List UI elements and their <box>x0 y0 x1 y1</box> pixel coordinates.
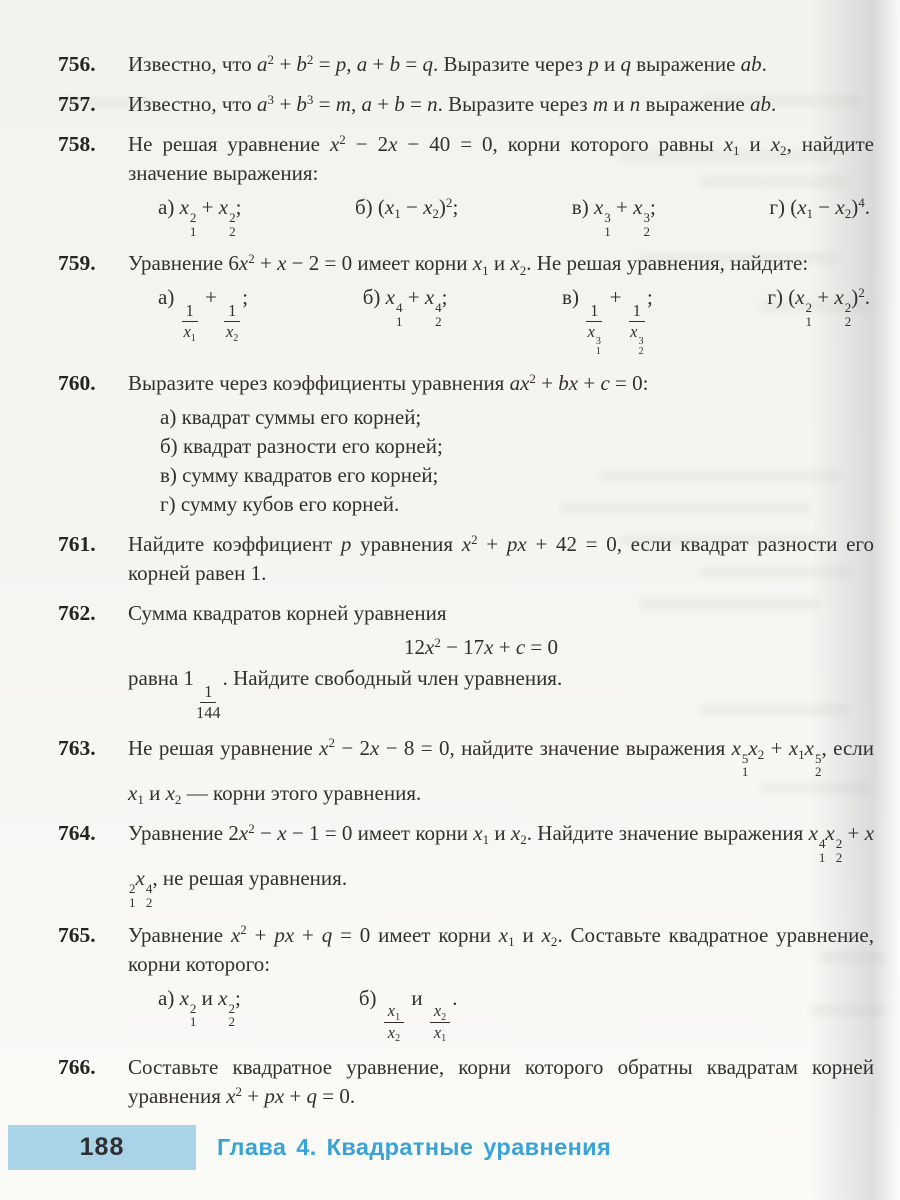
item-math: сумму квадратов его корней; <box>182 463 439 488</box>
item-label: в) <box>571 195 594 219</box>
item-math: $(x_1 - x_2)^4$. <box>790 194 870 222</box>
item-math: $\frac{x_1}{x_2}$ и $\frac{x_2}{x_1}$ . <box>382 986 458 1010</box>
exercise-item <box>355 193 458 238</box>
item-math: x 4 1 + x 4 2 ; <box>385 285 448 330</box>
exercise <box>58 130 874 238</box>
item-math: квадрат разности его корней; <box>182 434 443 459</box>
item-label: б) <box>354 195 378 219</box>
exercise-item <box>562 283 653 358</box>
item-label: в) <box>160 463 183 488</box>
exercise-text: Выразите через коэффициенты уравнения $ax^2$ + bx + c = 0: <box>128 370 649 396</box>
exercise-body <box>128 599 874 722</box>
exercise <box>58 50 874 79</box>
exercise-item <box>769 193 870 238</box>
exercise-item <box>572 193 656 238</box>
page-number-bar <box>8 1125 196 1170</box>
exercise-number: 764. <box>58 820 96 845</box>
item-label: г) <box>769 195 791 219</box>
exercise-item <box>158 984 241 1042</box>
exercise-number: 760. <box>58 371 96 396</box>
exercise-text: Составьте квадратное уравнение, корни которого обратны квадратам корней уравнения $x^2$ + px + q = 0. <box>128 1055 874 1109</box>
exercise-item <box>158 283 248 358</box>
item-label: а) <box>158 285 180 310</box>
exercise-text: Уравнение $x^2$ + px + q = 0 имеет корни $x_1$ и $x_2$. Составьте квадратное уравнение, корни которого: <box>128 922 874 976</box>
item-label: а) <box>160 405 182 430</box>
fraction: 1 x 3 1 <box>587 301 601 358</box>
exercise-item <box>158 193 241 238</box>
exercise-number: 763. <box>58 735 96 760</box>
exercise-item <box>160 432 874 461</box>
page-number: 188 <box>79 1133 125 1161</box>
exercise <box>58 249 874 358</box>
exercise-number: 761. <box>58 532 96 557</box>
exercise <box>58 1053 874 1111</box>
exercise-body <box>128 819 874 910</box>
exercise-item <box>767 283 870 358</box>
exercise-number: 765. <box>58 922 96 947</box>
item-math: $\frac{1}{x_1}$ + $\frac{1}{x_2}$ ; <box>183 285 249 344</box>
exercise-item <box>363 283 448 358</box>
exercise-text: Не решая уравнение $x^2 - 2x - 40 = 0$, корни которого равны $x_1$ и $x_2$, найдите значение выражения: <box>128 131 875 185</box>
exercise-text: Известно, что $a^3 + b^3 = m$, a + b = n. Выразите через m и n выражение ab. <box>128 91 777 116</box>
item-label: б) <box>362 285 386 310</box>
exercise-number: 762. <box>58 601 96 626</box>
exercise-body <box>128 90 874 119</box>
item-label: г) <box>160 492 181 517</box>
exercise <box>58 530 874 588</box>
exercise-number: 758. <box>58 132 96 156</box>
exercise-list <box>58 50 874 1122</box>
exercise <box>58 921 874 1042</box>
fraction: $\frac{1}{x_1}$ <box>183 301 196 344</box>
exercise-body <box>128 50 874 79</box>
exercise-body <box>128 130 874 238</box>
exercise-number: 759. <box>58 251 96 276</box>
exercise-text-continued: равна 1 $\frac{1}{144}$ . Найдите свободный член уравнения. <box>128 666 563 723</box>
item-label: г) <box>767 285 789 310</box>
exercise-body <box>128 249 874 358</box>
exercise-text: Уравнение $6x^2 + x - 2 = 0$ имеет корни $x_1$ и $x_2$. Не решая уравнения, найдите: <box>128 251 809 278</box>
item-math: 1 x 3 1 + 1 x 3 2 ; <box>587 285 653 358</box>
item-math: x 2 1 + x 2 2 ; <box>179 195 242 239</box>
fraction: $\frac{1}{144}$ <box>196 681 221 723</box>
item-math: x 3 1 + x 3 2 ; <box>593 195 656 239</box>
exercise-body <box>128 1053 874 1111</box>
exercise-item <box>160 461 874 490</box>
item-label: в) <box>562 285 585 310</box>
item-math: x 2 1 и x 2 2 ; <box>179 985 241 1030</box>
exercise-number: 766. <box>58 1055 96 1080</box>
item-math: квадрат суммы его корней; <box>181 405 422 430</box>
item-label: б) <box>358 985 382 1010</box>
exercise-body <box>128 921 874 1042</box>
fraction: 1 x 3 2 <box>630 301 644 358</box>
exercise <box>58 90 874 119</box>
exercise-item <box>359 984 458 1042</box>
fraction: $\frac{x_2}{x_1}$ <box>430 1002 450 1042</box>
item-math: $(x_1 - x_2)^2$; <box>377 194 459 222</box>
fraction: $\frac{1}{x_2}$ <box>226 301 239 344</box>
exercise <box>58 369 874 519</box>
exercise-item <box>160 490 874 519</box>
exercise-body <box>128 734 874 808</box>
exercise-text: Сумма квадратов корней уравнения <box>128 601 447 626</box>
exercise-number: 756. <box>58 52 96 76</box>
fraction: $\frac{x_1}{x_2}$ <box>384 1002 404 1042</box>
exercise-item <box>160 403 874 432</box>
item-label: а) <box>158 195 180 219</box>
item-label: б) <box>160 434 183 459</box>
page-footer <box>0 1125 900 1171</box>
item-math: (x 2 1 + x 2 2 )$^2$. <box>788 285 870 330</box>
exercise <box>58 599 874 722</box>
display-equation: $12x^2 - 17x + c = 0$ <box>403 634 559 660</box>
exercise-body <box>128 530 874 588</box>
exercise-items <box>128 283 874 358</box>
item-label: а) <box>158 985 180 1010</box>
exercise-body <box>128 369 874 519</box>
exercise-items <box>128 403 874 519</box>
exercise-items <box>128 984 874 1042</box>
exercise <box>58 734 874 808</box>
exercise-text: Уравнение $2x^2 - x - 1 = 0$ имеет корни $x_1$ и $x_2$. Найдите значение выражения x 4 1 x 2 2 + x 2 1 x 4 2 , не решая уравнения. <box>128 820 875 910</box>
exercise-text: Найдите коэффициент p уравнения $x^2$ + px + 42 = 0, если квадрат разности его корней равен 1. <box>128 531 874 586</box>
exercise-number: 757. <box>58 92 96 116</box>
exercise-text: Не решая уравнение $x^2 - 2x - 8 = 0$, найдите значение выражения x 5 1 $x_2 + x_1x$ 5 2 , если $x_1$ и $x_2$ — корни этого уравнения. <box>128 735 875 808</box>
chapter-title: Глава 4. Квадратные уравнения <box>217 1134 612 1160</box>
exercise-items <box>128 193 874 238</box>
exercise-text: Известно, что $a^2 + b^2 = p$, a + b = q. Выразите через p и q выражение ab. <box>128 51 767 76</box>
exercise <box>58 819 874 910</box>
item-math: сумму кубов его корней. <box>180 492 400 517</box>
